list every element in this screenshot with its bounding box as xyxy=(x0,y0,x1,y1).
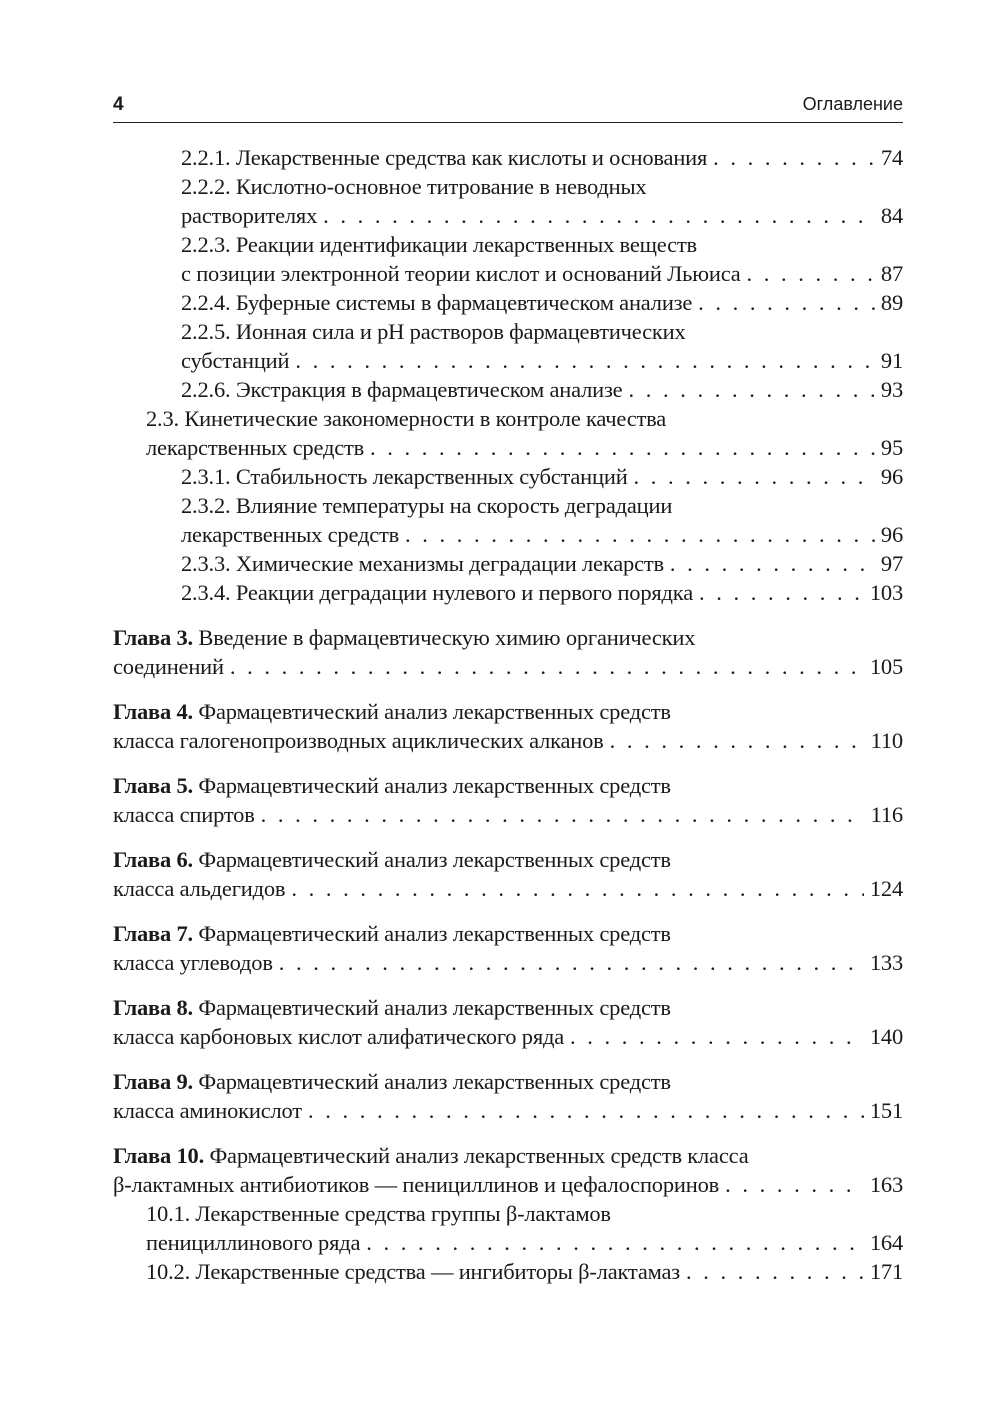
toc-entry-2-2-3[interactable] xyxy=(113,230,903,288)
toc-entry-title: 2.2.6. Экстракция в фармацевтическом анализе xyxy=(181,377,623,402)
toc-entry-title: β-лактамных антибиотиков — пенициллинов и цефалоспоринов xyxy=(113,1172,720,1197)
toc-entry-2-2-5[interactable] xyxy=(113,317,903,375)
toc-page-number: 133 xyxy=(869,950,903,975)
toc-page-number: 103 xyxy=(869,580,903,605)
toc-page-number: 140 xyxy=(869,1024,903,1049)
toc-entry-2-3[interactable] xyxy=(113,404,903,462)
toc-entry-title-line xyxy=(113,1141,903,1170)
toc-entry-title: соединений xyxy=(113,654,224,679)
dot-leader xyxy=(295,346,875,375)
toc-entry-title: класса карбоновых кислот алифатического ряда xyxy=(113,1024,565,1049)
toc-entry-title: класса углеводов xyxy=(113,950,273,975)
toc-page-number: 110 xyxy=(870,728,903,753)
toc-page-number: 95 xyxy=(880,435,903,460)
toc-entry-last-line xyxy=(113,652,903,681)
toc-entry-2-3-2[interactable] xyxy=(113,491,903,549)
toc-entry-last-line xyxy=(113,726,903,755)
toc-chapter-6[interactable] xyxy=(113,845,903,903)
dot-leader xyxy=(570,1022,864,1051)
toc-entry-last-line xyxy=(113,874,903,903)
table-of-contents xyxy=(113,143,903,1286)
chapter-label: Глава 5. xyxy=(113,773,193,798)
toc-entry-last-line xyxy=(113,1022,903,1051)
chapter-label: Глава 4. xyxy=(113,699,193,724)
toc-entry-title: 10.2. Лекарственные средства — ингибиторы β-лактамаз xyxy=(146,1259,680,1284)
toc-page-number: 105 xyxy=(869,654,903,679)
toc-entry-last-line xyxy=(113,1228,903,1257)
toc-entry-title: Фармацевтический анализ лекарственных средств xyxy=(198,1069,671,1094)
toc-entry-2-3-1[interactable] xyxy=(113,462,903,491)
toc-entry-title: класса спиртов xyxy=(113,802,255,827)
dot-leader xyxy=(323,201,875,230)
toc-entry-title-line: 2.3. Кинетические закономерности в контроле качества xyxy=(146,406,667,431)
toc-entry-title: 2.3.4. Реакции деградации нулевого и первого порядка xyxy=(181,580,693,605)
toc-entry-2-2-2[interactable] xyxy=(113,172,903,230)
toc-page-number: 93 xyxy=(880,377,903,402)
toc-entry-title-line: 2.3.2. Влияние температуры на скорость деградации xyxy=(181,493,673,518)
toc-chapter-5[interactable] xyxy=(113,771,903,829)
toc-page-number: 151 xyxy=(869,1098,903,1123)
toc-entry-title-line xyxy=(113,697,903,726)
toc-chapter-10[interactable] xyxy=(113,1141,903,1199)
toc-page-number: 96 xyxy=(880,464,903,489)
toc-entry-last-line xyxy=(113,346,903,375)
toc-entry-last-line xyxy=(113,1170,903,1199)
toc-entry-title: лекарственных средств xyxy=(146,435,365,460)
toc-entry-title-line: 2.2.5. Ионная сила и рН растворов фармацевтических xyxy=(181,319,686,344)
chapter-label: Глава 6. xyxy=(113,847,193,872)
toc-entry-title: 2.3.3. Химические механизмы деградации лекарств xyxy=(181,551,664,576)
toc-page-number: 124 xyxy=(869,876,903,901)
toc-chapter-7[interactable] xyxy=(113,919,903,977)
toc-entry-last-line xyxy=(113,520,903,549)
toc-entry-last-line xyxy=(113,433,903,462)
toc-entry-last-line xyxy=(113,201,903,230)
toc-entry-title: Фармацевтический анализ лекарственных средств xyxy=(198,699,671,724)
toc-entry-title-line xyxy=(113,623,903,652)
dot-leader xyxy=(699,578,864,607)
toc-entry-title: Фармацевтический анализ лекарственных средств xyxy=(198,847,671,872)
running-header xyxy=(113,92,903,123)
running-title: Оглавление xyxy=(802,94,903,114)
toc-page-number: 171 xyxy=(869,1259,903,1284)
toc-page-number: 163 xyxy=(869,1172,903,1197)
toc-page-number: 74 xyxy=(880,145,903,170)
toc-entry-title-line xyxy=(113,1067,903,1096)
toc-entry-2-2-1[interactable] xyxy=(113,143,903,172)
toc-entry-title: класса аминокислот xyxy=(113,1098,302,1123)
toc-page-number: 89 xyxy=(880,290,903,315)
toc-entry-title: класса альдегидов xyxy=(113,876,286,901)
toc-entry-title: Введение в фармацевтическую химию органических xyxy=(198,625,696,650)
toc-entry-title: класса галогенопроизводных ациклических алканов xyxy=(113,728,604,753)
toc-entry-title: 2.3.1. Стабильность лекарственных субстанций xyxy=(181,464,628,489)
toc-entry-10-2[interactable] xyxy=(113,1257,903,1286)
toc-page-number: 116 xyxy=(870,802,903,827)
chapter-label: Глава 8. xyxy=(113,995,193,1020)
toc-page-number: 97 xyxy=(880,551,903,576)
dot-leader xyxy=(713,143,875,172)
dot-leader xyxy=(698,288,875,317)
toc-page-number: 84 xyxy=(880,203,903,228)
toc-entry-title: Фармацевтический анализ лекарственных средств xyxy=(198,773,671,798)
toc-page-number: 91 xyxy=(880,348,903,373)
toc-page-number: 87 xyxy=(880,261,903,286)
dot-leader xyxy=(686,1257,864,1286)
dot-leader xyxy=(366,1228,864,1257)
dot-leader xyxy=(628,375,874,404)
toc-entry-title-line: 2.2.3. Реакции идентификации лекарственных веществ xyxy=(181,232,697,257)
dot-leader xyxy=(747,259,875,288)
chapter-label: Глава 7. xyxy=(113,921,193,946)
dot-leader xyxy=(725,1170,864,1199)
toc-entry-title: пенициллинового ряда xyxy=(146,1230,361,1255)
toc-entry-last-line xyxy=(113,948,903,977)
dot-leader xyxy=(670,549,875,578)
chapter-label: Глава 3. xyxy=(113,625,193,650)
dot-leader xyxy=(291,874,864,903)
toc-chapter-9[interactable] xyxy=(113,1067,903,1125)
chapter-label: Глава 9. xyxy=(113,1069,193,1094)
toc-entry-title-line: 2.2.2. Кислотно-основное титрование в неводных xyxy=(181,174,647,199)
toc-entry-title: Фармацевтический анализ лекарственных средств класса xyxy=(209,1143,749,1168)
toc-entry-title-line xyxy=(113,993,903,1022)
toc-entry-title: лекарственных средств xyxy=(181,522,400,547)
toc-entry-title-line: 10.1. Лекарственные средства группы β-лактамов xyxy=(146,1201,611,1226)
toc-entry-2-2-4[interactable] xyxy=(113,288,903,317)
toc-entry-title: субстанций xyxy=(181,348,290,373)
toc-page-number: 96 xyxy=(880,522,903,547)
toc-entry-title-line xyxy=(113,771,903,800)
dot-leader xyxy=(230,652,864,681)
toc-entry-title-line xyxy=(113,919,903,948)
toc-entry-last-line xyxy=(113,1096,903,1125)
toc-entry-title: 2.2.4. Буферные системы в фармацевтическом анализе xyxy=(181,290,693,315)
toc-entry-10-1[interactable] xyxy=(113,1199,903,1257)
dot-leader xyxy=(261,800,865,829)
toc-entry-title-line xyxy=(113,845,903,874)
toc-entry-title: Фармацевтический анализ лекарственных средств xyxy=(198,995,671,1020)
toc-page-number: 164 xyxy=(869,1230,903,1255)
dot-leader xyxy=(610,726,865,755)
toc-entry-2-3-3[interactable] xyxy=(113,549,903,578)
dot-leader xyxy=(370,433,875,462)
toc-entry-last-line xyxy=(113,800,903,829)
dot-leader xyxy=(308,1096,864,1125)
toc-entry-title: 2.2.1. Лекарственные средства как кислоты и основания xyxy=(181,145,708,170)
toc-entry-2-3-4[interactable] xyxy=(113,578,903,607)
dot-leader xyxy=(279,948,864,977)
dot-leader xyxy=(634,462,875,491)
toc-chapter-4[interactable] xyxy=(113,697,903,755)
page-number: 4 xyxy=(113,94,124,115)
toc-entry-2-2-6[interactable] xyxy=(113,375,903,404)
toc-chapter-8[interactable] xyxy=(113,993,903,1051)
chapter-label: Глава 10. xyxy=(113,1143,205,1168)
dot-leader xyxy=(405,520,875,549)
toc-entry-title: с позиции электронной теории кислот и оснований Льюиса xyxy=(181,261,741,286)
toc-entry-last-line xyxy=(113,259,903,288)
toc-entry-title: Фармацевтический анализ лекарственных средств xyxy=(198,921,671,946)
toc-chapter-3[interactable] xyxy=(113,623,903,681)
toc-entry-title: растворителях xyxy=(181,203,318,228)
